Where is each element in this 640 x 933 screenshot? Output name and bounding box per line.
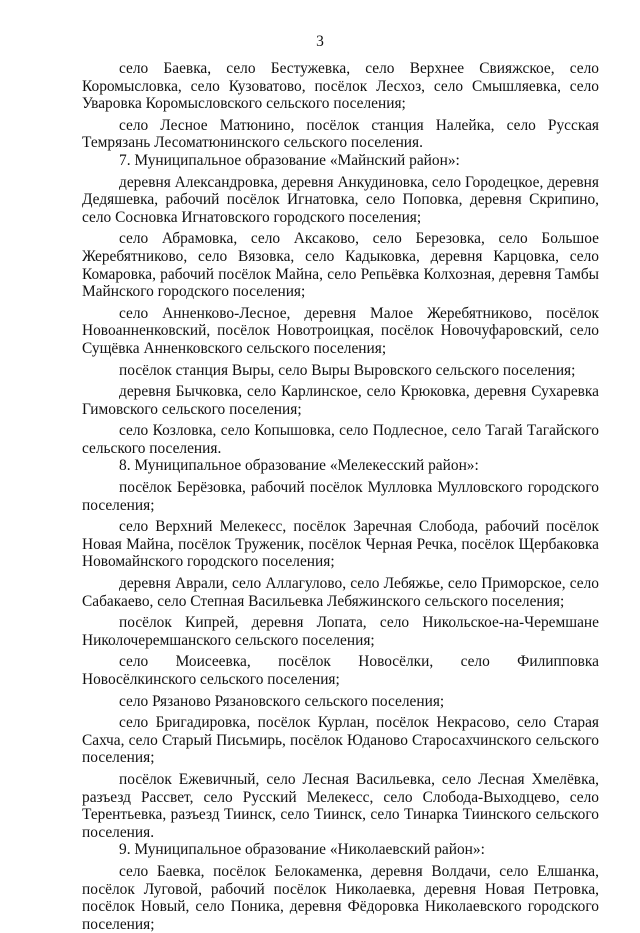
section-heading: 7. Муниципальное образование «Майнский район»:: [119, 151, 460, 169]
list-paragraph: село Абрамовка, село Аксаково, село Березовка, село Большое Жеребятниково, село Вязовка, село Кадыковка, деревня Карцовка, село Комаровка, рабочий посёлок Майна, село Репьёвка Колхозная, деревня Тамбы Майнского городского поселения;: [82, 230, 599, 301]
list-paragraph: деревня Бычковка, село Карлинское, село Крюковка, деревня Сухаревка Гимовского сельского поселения;: [82, 383, 599, 418]
section-heading: 8. Муниципальное образование «Мелекесский район»:: [119, 457, 479, 475]
list-paragraph: село Баевка, посёлок Белокаменка, деревня Волдачи, село Елшанка, посёлок Луговой, рабочий посёлок Николаевка, деревня Новая Петровка, посёлок Новый, село Поника, деревня Фёдоровка Николаевского городского поселения;: [82, 862, 599, 933]
list-paragraph: посёлок Кипрей, деревня Лопата, село Никольское-на-Черемшане Николочеремшанского сельского поселения;: [82, 614, 599, 649]
document-body: [82, 60, 599, 933]
list-paragraph: посёлок станция Выры, село Выры Выровского сельского поселения;: [119, 361, 576, 379]
list-paragraph: село Козловка, село Копышовка, село Подлесное, село Тагай Тагайского сельского поселения.: [82, 422, 599, 457]
list-paragraph: село Рязаново Рязановского сельского поселения;: [119, 692, 445, 710]
list-paragraph: село Моисеевка, посёлок Новосёлки, село Филипповка Новосёлкинского сельского поселения;: [82, 653, 599, 688]
list-paragraph: посёлок Берёзовка, рабочий посёлок Мулловка Мулловского городского поселения;: [82, 479, 599, 514]
section-heading: 9. Муниципальное образование «Николаевский район»:: [119, 841, 485, 859]
list-paragraph: посёлок Ежевичный, село Лесная Васильевка, село Лесная Хмелёвка, разъезд Рассвет, село Русский Мелекесс, село Слобода-Выходцево, село Терентьевка, разъезд Тиинск, село Тиинск, село Тинарка Тиинского сельского поселения.: [82, 770, 599, 841]
list-paragraph: село Бригадировка, посёлок Курлан, посёлок Некрасово, село Старая Сахча, село Старый Письмирь, посёлок Юданово Старосахчинского сельского поселения;: [82, 714, 599, 767]
list-paragraph: село Лесное Матюнино, посёлок станция Налейка, село Русская Темрязань Лесоматюнинского сельского поселения.: [82, 116, 599, 152]
page-number: 3: [316, 33, 324, 50]
list-paragraph: село Верхний Мелекесс, посёлок Заречная Слобода, рабочий посёлок Новая Майна, посёлок Труженик, посёлок Черная Речка, посёлок Щербаковка Новомайнского городского поселения;: [82, 518, 599, 571]
list-paragraph: деревня Аврали, село Аллагулово, село Лебяжье, село Приморское, село Сабакаево, село Степная Васильевка Лебяжинского сельского поселения;: [82, 575, 599, 610]
list-paragraph: деревня Александровка, деревня Анкудиновка, село Городецкое, деревня Дедяшевка, рабочий посёлок Игнатовка, село Поповка, деревня Скрипино, село Сосновка Игнатовского городского поселения;: [82, 173, 599, 226]
list-paragraph: село Анненково-Лесное, деревня Малое Жеребятниково, посёлок Новоанненковский, посёлок Новотроицкая, посёлок Новочуфаровский, село Сущёвка Анненковского сельского поселения;: [82, 304, 599, 357]
list-paragraph: село Баевка, село Бестужевка, село Верхнее Свияжское, село Коромысловка, село Кузоватово, посёлок Лесхоз, село Смышляевка, село Уваровка Коромысловского сельского поселения;: [82, 60, 599, 113]
